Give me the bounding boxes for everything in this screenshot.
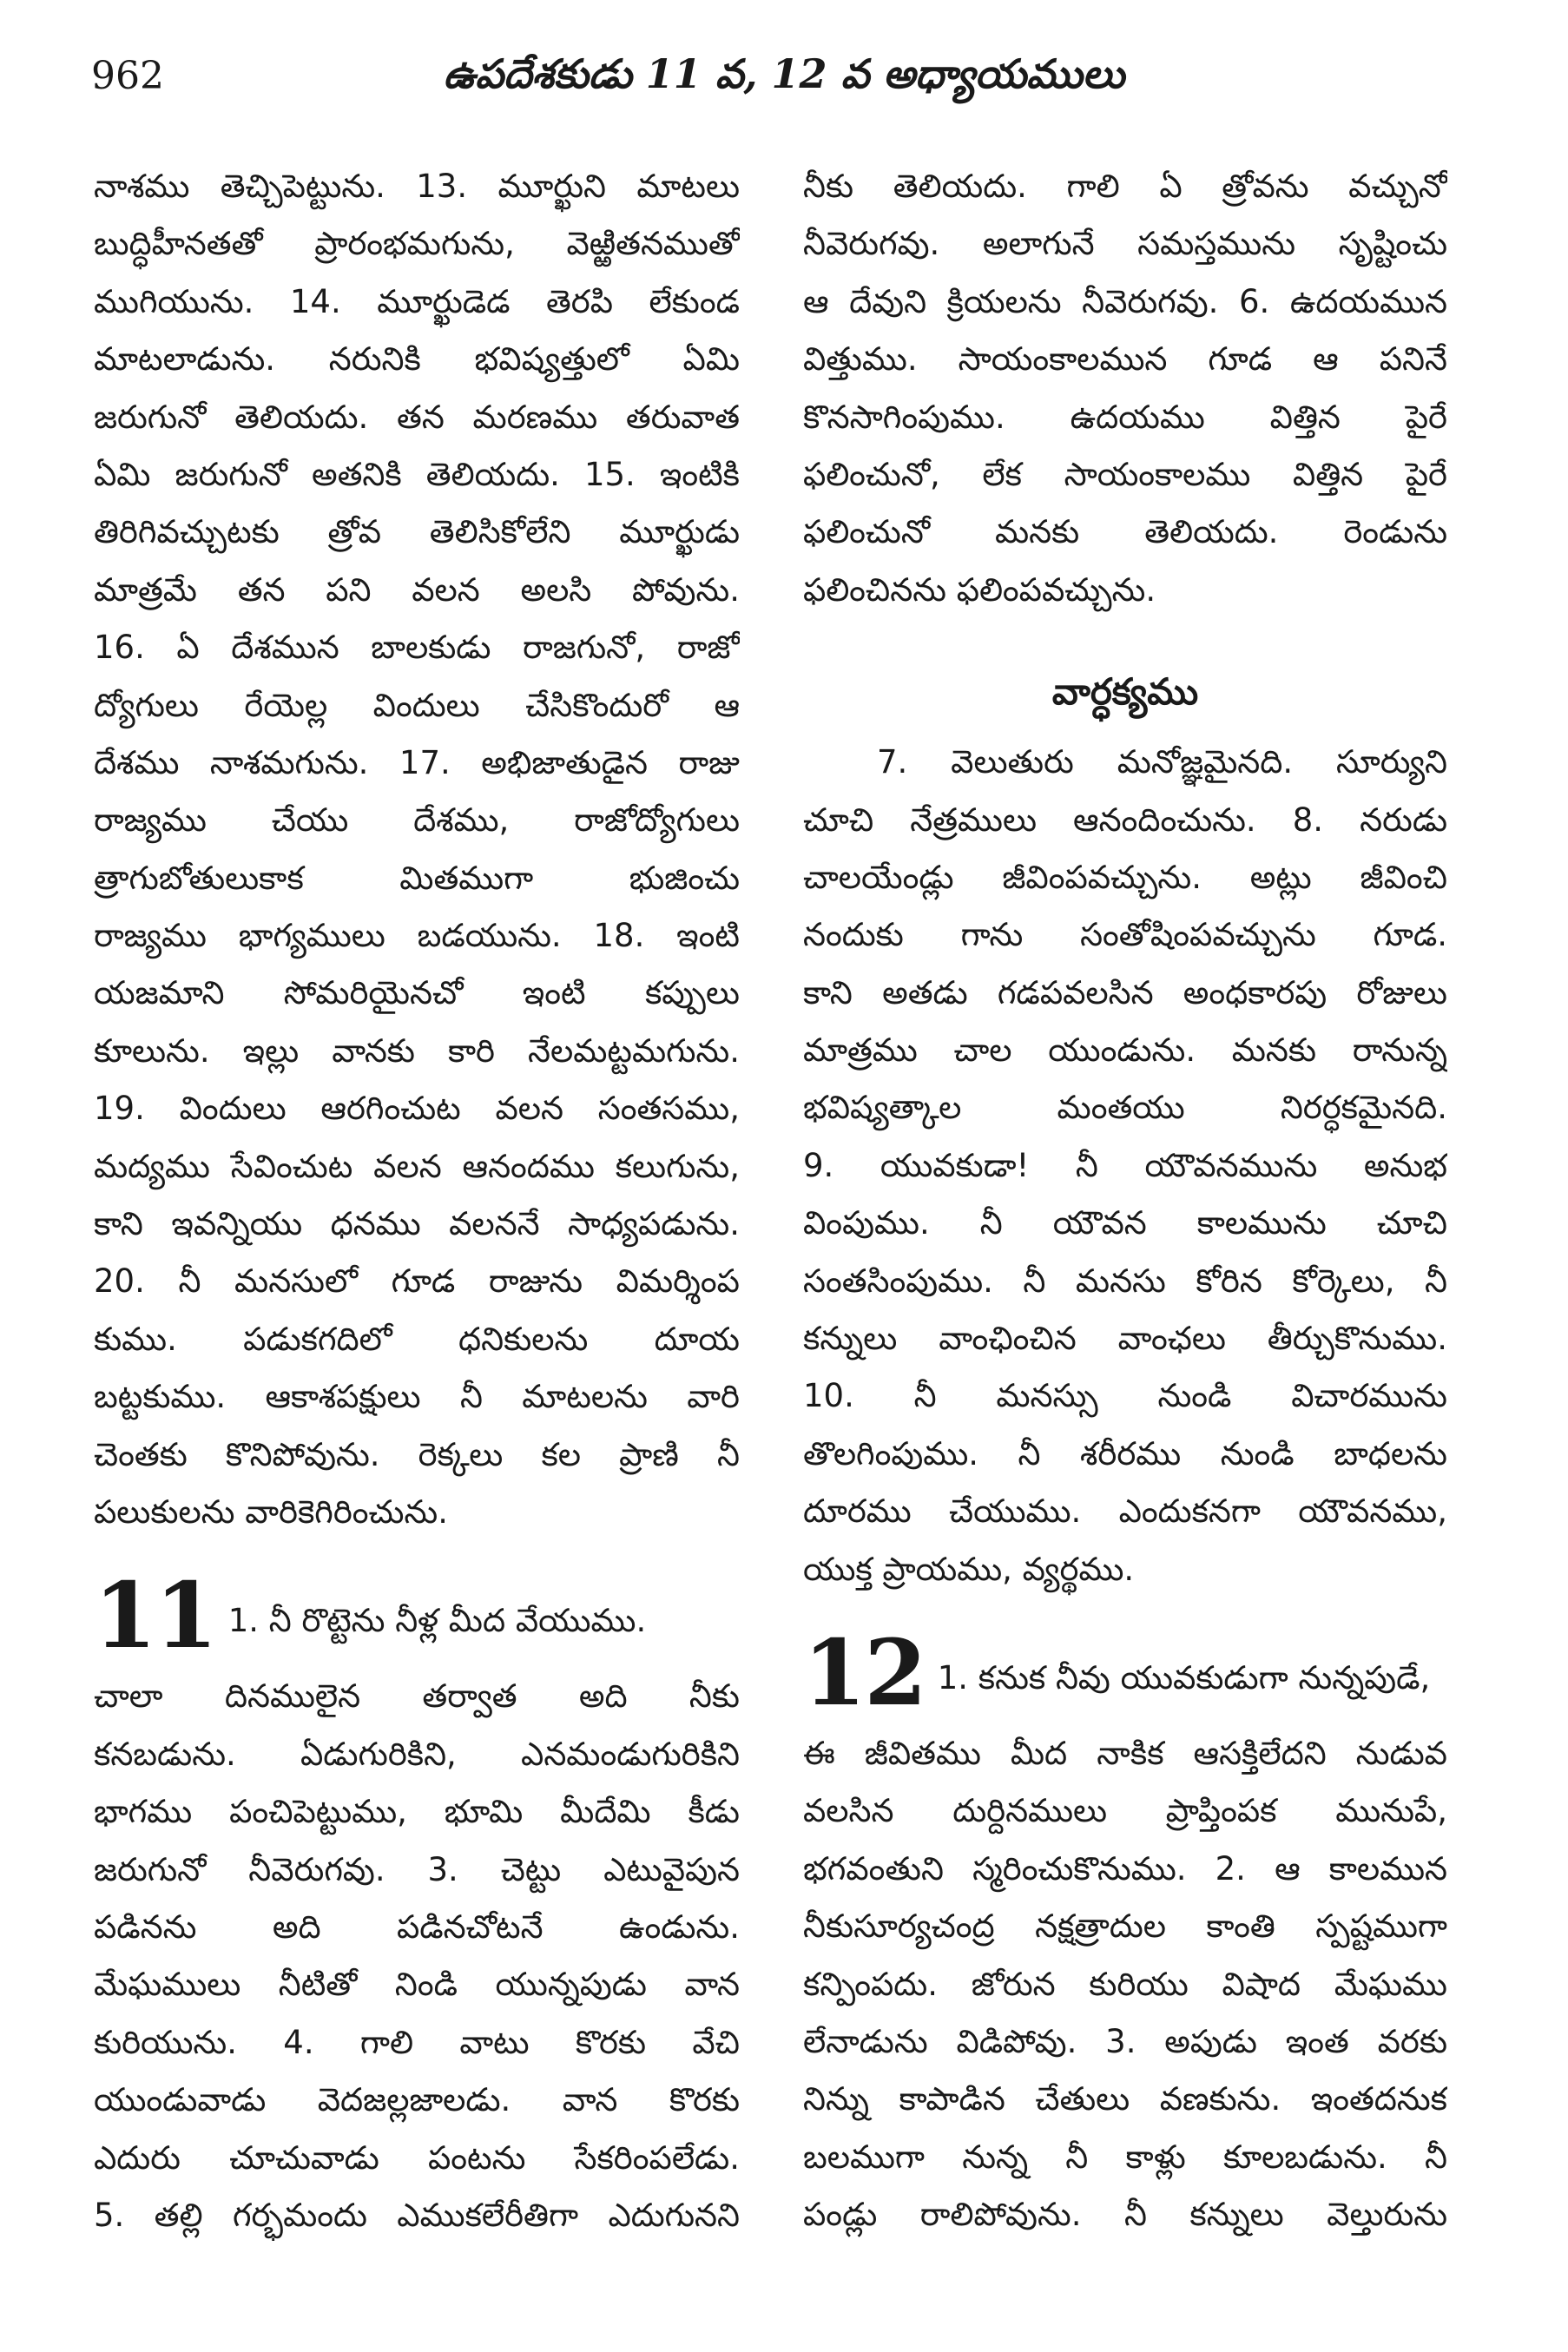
right-column (803, 158, 1447, 2244)
text-line: రాజ్యము భాగ్యములు బడయును. 18. ఇంటి (94, 917, 740, 955)
text-line: భాగము పంచిపెట్టుము, భూమి మీదేమి కీడు (94, 1793, 740, 1831)
text-line: పలుకులను వారికెగిరించును. (94, 1492, 448, 1531)
text-line: 16. ఏ దేశమున బాలకుడు రాజగునో, రాజో (94, 629, 740, 667)
text-line: బట్టకుము. ఆకాశపక్షులు నీ మాటలను వారి (94, 1378, 740, 1416)
text-line: పండ్లు రాలిపోవును. నీ కన్నులు వెల్తురును (803, 2196, 1447, 2234)
text-line: ఫలించునో మనకు తెలియదు. రెండును (803, 513, 1447, 551)
left-column (94, 158, 740, 2244)
text-line: మాత్రము చాల యుండును. మనకు రానున్న (803, 1031, 1447, 1070)
text-line: ఏమి జరుగునో అతనికి తెలియదు. 15. ఇంటికి (94, 455, 740, 493)
text-line: 9. యువకుడా! నీ యౌవనమును అనుభ (803, 1146, 1447, 1184)
chapter-block (803, 1621, 1447, 2244)
text-line: ఫలించునో, లేక సాయంకాలము విత్తిన పైరే (803, 455, 1447, 493)
chapter-first-line (803, 1621, 1447, 1725)
text-line: కొనసాగింపుము. ఉదయము విత్తిన పైరే (803, 398, 1447, 436)
text-line: వలసిన దుర్దినములు ప్రాప్తింపక మునుపే, (803, 1792, 1447, 1830)
text-line: ఆ దేవుని క్రియలను నీవెరుగవు. 6. ఉదయమున (803, 282, 1447, 320)
text-line: కన్నులు వాంఛించిన వాంఛలు తీర్చుకొనుము. (803, 1320, 1447, 1358)
text-line: ముగియును. 14. మూర్ఖుడెడ తెరపి లేకుండ (94, 282, 740, 320)
text-line: విత్తుము. సాయంకాలమున గూడ ఆ పనినే (803, 340, 1447, 379)
text-line: మేఘములు నీటితో నిండి యున్నపుడు వాన (94, 1966, 740, 2004)
text-line: నీవెరుగవు. అలాగునే సమస్తమును సృష్టించు (803, 225, 1447, 263)
text-line: ఎదురు చూచువాడు పంటను సేకరింపలేడు. (94, 2138, 740, 2177)
text-line: నాశము తెచ్చిపెట్టును. 13. మూర్ఖుని మాటలు (94, 168, 740, 205)
text-line: భవిష్యత్కాల మంతయు నిరర్ధకమైనది. (803, 1089, 1447, 1127)
chapter-number: 11 (94, 1564, 216, 1669)
chapter-first-line (94, 1564, 740, 1668)
text-line: కురియును. 4. గాలి వాటు కొరకు వేచి (94, 2023, 740, 2061)
text-line: సంతసింపుము. నీ మనసు కోరిన కోర్కెలు, నీ (803, 1262, 1447, 1300)
chapter-number: 12 (803, 1620, 926, 1725)
text-line: వింపుము. నీ యౌవన కాలమును చూచి (803, 1204, 1447, 1242)
section-heading: వార్ధక్యము (1051, 670, 1199, 714)
text-line: 7. వెలుతురు మనోజ్ఞమైనది. సూర్యుని (877, 743, 1447, 781)
text-line: కనబడును. ఏడుగురికిని, ఎనమండుగురికిని (94, 1735, 740, 1773)
text-line: భగవంతుని స్మరించుకొనుము. 2. ఆ కాలమున (803, 1849, 1447, 1888)
text-line: చెంతకు కొనిపోవును. రెక్కలు కల ప్రాణి నీ (94, 1435, 740, 1473)
text-line: మాటలాడును. నరునికి భవిష్యత్తులో ఏమి (94, 340, 740, 379)
text-line: జరుగునో నీవెరుగవు. 3. చెట్టు ఎటువైపున (94, 1850, 740, 1888)
chapter-block (94, 1564, 740, 2244)
text-line: దేశము నాశమగును. 17. అభిజాతుడైన రాజు (94, 743, 740, 781)
text-line: తిరిగివచ్చుటకు త్రోవ తెలిసికోలేని మూర్ఖుడు (94, 513, 740, 551)
text-line: కాని అతడు గడపవలసిన అంధకారపు రోజులు (803, 973, 1447, 1011)
text-line: యుక్త ప్రాయము, వ్యర్థము. (803, 1550, 1135, 1588)
text-line: త్రాగుబోతులుకాక మితముగా భుజించు (94, 859, 740, 897)
text-line: 5. తల్లి గర్భమందు ఎముకలేరీతిగా ఎదుగునని (94, 2196, 740, 2234)
text-line: ఈ జీవితము మీద నాకిక ఆసక్తిలేదని నుడువ (803, 1734, 1447, 1772)
text-line: మద్యము సేవించుట వలన ఆనందము కలుగును, (94, 1147, 740, 1185)
text-line: మాత్రమే తన పని వలన అలసి పోవును. (94, 570, 740, 609)
page-number: 962 (91, 54, 164, 98)
text-line: నిన్ను కాపాడిన చేతులు వణకును. ఇంతదనుక (803, 2080, 1447, 2118)
text-line: బలముగా నున్న నీ కాళ్లు కూలబడును. నీ (803, 2138, 1447, 2176)
page-header (0, 0, 1568, 148)
text-line: కూలును. ఇల్లు వానకు కారి నేలమట్టమగును. (94, 1031, 740, 1070)
text-line: యజమాని సోమరియైనచో ఇంటి కప్పులు (94, 974, 740, 1012)
text-line: నీకుసూర్యచంద్ర నక్షత్రాదుల కాంతి స్పష్టముగా (803, 1907, 1447, 1946)
text-line: కాని ఇవన్నియు ధనము వలననే సాధ్యపడును. (94, 1205, 740, 1243)
text-line: చూచి నేత్రములు ఆనందించును. 8. నరుడు (803, 800, 1447, 839)
text-line: చాలా దినములైన తర్వాత అది నీకు (94, 1677, 740, 1716)
text-line: పడినను అది పడినచోటనే ఉండును. (94, 1907, 740, 1946)
text-line: ఫలించినను ఫలింపవచ్చును. (803, 570, 1156, 609)
text-line: 19. విందులు ఆరగించుట వలన సంతసము, (94, 1090, 740, 1128)
text-line: కన్పింపదు. జోరున కురియు విషాద మేఘము (803, 1965, 1447, 2003)
text-line: నందుకు గాను సంతోషింపవచ్చును గూడ. (803, 916, 1447, 954)
text-line: ద్యోగులు రేయెల్ల విందులు చేసికొందురో ఆ (94, 686, 740, 724)
text-line: రాజ్యము చేయు దేశము, రాజోద్యోగులు (94, 801, 740, 840)
verse-text: 1. నీ రొట్టెను నీళ్ల మీద వేయుము. (227, 1602, 647, 1640)
text-line: కుము. పడుకగదిలో ధనికులను దూయ (94, 1320, 740, 1358)
text-line: బుద్ధిహీనతతో ప్రారంభమగును, వెఱ్ఱితనముతో (94, 225, 740, 263)
text-line: చాలయేండ్లు జీవింపవచ్చును. అట్లు జీవించి (803, 858, 1447, 896)
verse-text: 1. కనుక నీవు యువకుడుగా నున్నపుడే, (937, 1658, 1431, 1696)
running-title: ఉపదేశకుడు 11 వ, 12 వ అధ్యాయములు (443, 50, 1125, 97)
text-line: లేనాడును విడిపోవు. 3. అపుడు ఇంత వరకు (803, 2022, 1447, 2060)
text-line: 20. నీ మనసులో గూడ రాజును విమర్శింప (94, 1262, 740, 1301)
text-line: తొలగింపుము. నీ శరీరము నుండి బాధలను (803, 1434, 1447, 1472)
text-line: జరుగునో తెలియదు. తన మరణము తరువాత (94, 398, 740, 436)
text-line: యుండువాడు వెదజల్లజాలడు. వాన కొరకు (94, 2081, 740, 2119)
text-line: దూరము చేయుము. ఎందుకనగా యౌవనము, (803, 1492, 1447, 1531)
text-line: 10. నీ మనస్సు నుండి విచారమును (803, 1377, 1447, 1415)
text-line: నీకు తెలియదు. గాలి ఏ త్రోవను వచ్చునో (803, 168, 1447, 205)
